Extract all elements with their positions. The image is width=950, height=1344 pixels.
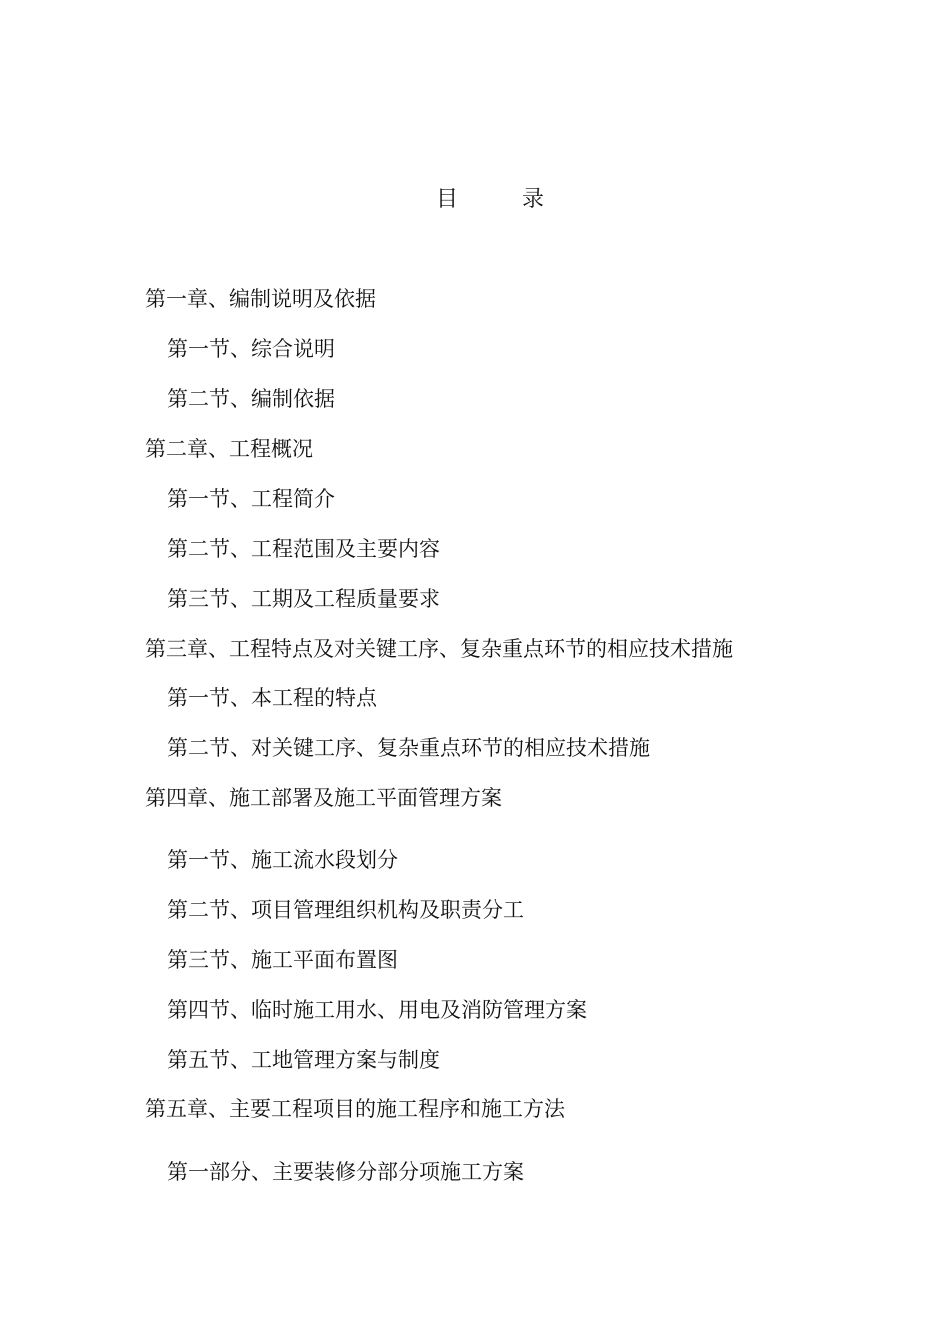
toc-title-char-1: 目	[436, 187, 459, 212]
toc-entry-section: 第一部分、主要装修分部分项施工方案	[167, 1160, 524, 1184]
toc-entry-section: 第一节、综合说明	[167, 337, 335, 361]
toc-entry-section: 第二节、编制依据	[167, 387, 335, 411]
toc-entry-section: 第五节、工地管理方案与制度	[167, 1048, 440, 1072]
toc-title	[0, 184, 950, 216]
toc-entry-section: 第二节、工程范围及主要内容	[167, 537, 440, 561]
toc-entry-chapter-3: 第三章、工程特点及对关键工序、复杂重点环节的相应技术措施	[145, 637, 733, 661]
toc-entry-section: 第四节、临时施工用水、用电及消防管理方案	[167, 998, 587, 1022]
toc-entry-section: 第三节、施工平面布置图	[167, 948, 398, 972]
toc-entry-section: 第一节、本工程的特点	[167, 686, 377, 710]
toc-entry-section: 第二节、对关键工序、复杂重点环节的相应技术措施	[167, 736, 650, 760]
toc-entry-chapter-4: 第四章、施工部署及施工平面管理方案	[145, 786, 502, 810]
toc-entry-chapter-2: 第二章、工程概况	[145, 437, 313, 461]
toc-entry-chapter-5: 第五章、主要工程项目的施工程序和施工方法	[145, 1097, 565, 1121]
toc-entry-section: 第一节、工程简介	[167, 487, 335, 511]
toc-entry-section: 第一节、施工流水段划分	[167, 848, 398, 872]
toc-title-char-2: 录	[522, 187, 545, 212]
toc-entry-section: 第三节、工期及工程质量要求	[167, 587, 440, 611]
toc-entry-section: 第二节、项目管理组织机构及职责分工	[167, 898, 524, 922]
toc-entry-chapter-1: 第一章、编制说明及依据	[145, 287, 376, 311]
